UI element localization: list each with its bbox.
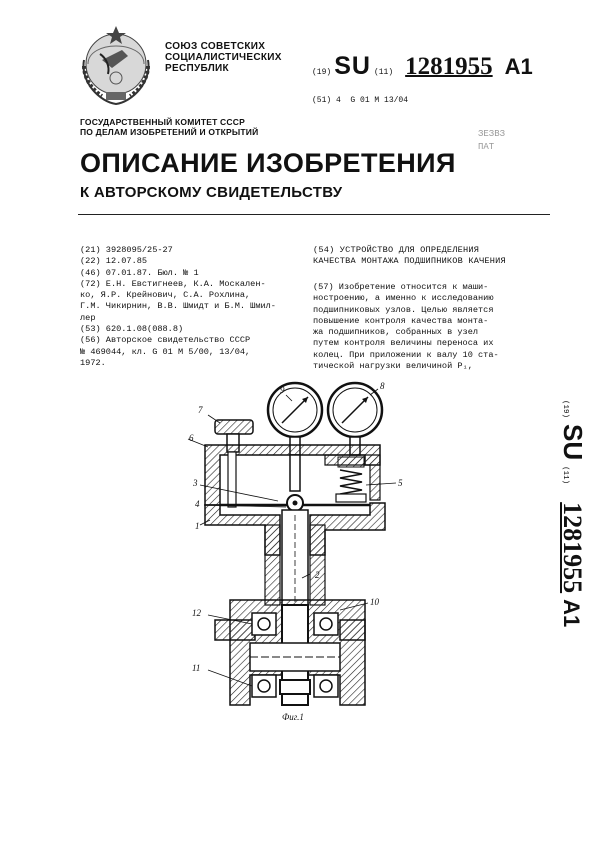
code-19: (19) [312, 68, 332, 77]
invention-title-line: КАЧЕСТВА МОНТАЖА ПОДШИПНИКОВ КАЧЕНИЯ [313, 256, 506, 267]
figure-label-6: 6 [189, 433, 194, 443]
gauge-9-icon [268, 383, 322, 455]
state-emblem-icon [70, 20, 162, 112]
side-code-19: (19) [561, 400, 569, 419]
figure-label-10: 10 [370, 597, 379, 607]
bibliographic-data [80, 245, 300, 369]
abstract-text [313, 282, 558, 372]
side-patent-number [548, 400, 598, 700]
patent-number-row [312, 52, 533, 81]
figure-label-11: 11 [192, 663, 201, 673]
side-number: 1281955 [558, 502, 587, 594]
union-line: РЕСПУБЛИК [165, 63, 229, 74]
figure-label-8: 8 [380, 381, 385, 391]
abstract-line: путем контроля величины переноса их [313, 338, 494, 349]
figure-label-5: 5 [398, 478, 403, 488]
abstract-line: жа подшипников, собранных в узел [313, 327, 479, 338]
biblio-line: (22) 12.07.85 [80, 256, 148, 267]
union-line: СОЮЗ СОВЕТСКИХ [165, 41, 266, 52]
biblio-line: лер [80, 312, 96, 323]
biblio-line: (72) Е.Н. Евстигнеев, К.А. Москален- [80, 278, 266, 289]
figure-label-1: 1 [195, 521, 200, 531]
class-code: (51) 4 [312, 96, 341, 105]
biblio-line: (21) 3928095/25-27 [80, 245, 173, 255]
side-code-11: (11) [561, 466, 569, 485]
kind-code: A1 [504, 54, 533, 79]
abstract-line: колец. При приложении к валу 10 ста- [313, 349, 499, 360]
library-stamp [478, 128, 550, 176]
committee-line: ГОСУДАРСТВЕННЫЙ КОМИТЕТ СССР [80, 117, 245, 127]
abstract-line: тической нагрузки величиной P₁, [313, 361, 473, 372]
ipc-code: G 01 M 13/04 [350, 96, 409, 105]
figure-label-4: 4 [195, 499, 200, 509]
figure-caption: Фиг.1 [282, 712, 304, 722]
committee-name [80, 117, 258, 137]
abstract-line: ностроению, а именно к исследованию [313, 293, 494, 304]
biblio-line: (56) Авторское свидетельство СССР [80, 335, 251, 346]
union-line: СОЦИАЛИСТИЧЕСКИХ [165, 52, 282, 63]
biblio-line: 1972. [80, 357, 106, 368]
committee-line: ПО ДЕЛАМ ИЗОБРЕТЕНИЙ И ОТКРЫТИЙ [80, 127, 259, 137]
document-title: ОПИСАНИЕ ИЗОБРЕТЕНИЯ [80, 148, 456, 178]
header-divider [78, 214, 550, 215]
biblio-line: № 469044, кл. G 01 M 5/00, 13/04, [80, 346, 251, 357]
patent-number: 1281955 [405, 53, 493, 80]
code-11: (11) [373, 68, 394, 77]
invention-title [313, 245, 553, 268]
figure-label-7: 7 [198, 405, 203, 415]
figure-label-3: 3 [193, 478, 198, 488]
biblio-line: Г.М. Чикирнин, В.В. Шмидт и Б.М. Шмил- [80, 301, 276, 312]
biblio-line: (46) 07.01.87. Бюл. № 1 [80, 267, 199, 278]
abstract-line: повышение контроля качества монта- [313, 315, 489, 326]
stamp-line: ПАТ [478, 142, 495, 152]
stamp-line: ЗЕЗВЗ [478, 129, 506, 139]
figure-label-9: 9 [280, 385, 285, 395]
abstract-line: подшипниковых узлов. Целью является [313, 304, 494, 315]
abstract-line: (57) Изобретение относится к маши- [313, 282, 489, 292]
figure-label-12: 12 [192, 608, 201, 618]
country-code: SU [334, 52, 371, 80]
figure-label-2: 2 [315, 570, 320, 580]
side-country-code: SU [558, 424, 588, 461]
side-kind-code: A1 [559, 599, 584, 628]
knob-7-icon [215, 420, 253, 434]
union-name [165, 41, 282, 74]
biblio-line: (53) 620.1.08(088.8) [80, 324, 184, 335]
device-drawing [190, 375, 510, 730]
document-subtitle: К АВТОРСКОМУ СВИДЕТЕЛЬСТВУ [80, 184, 343, 201]
biblio-line: ко, Я.Р. Крейнович, С.А. Рохлина, [80, 290, 251, 301]
gauge-8-icon [328, 383, 382, 455]
classification [312, 96, 408, 105]
invention-title-line: (54) УСТРОЙСТВО ДЛЯ ОПРЕДЕЛЕНИЯ [313, 245, 480, 255]
spring-5-icon [336, 457, 366, 502]
